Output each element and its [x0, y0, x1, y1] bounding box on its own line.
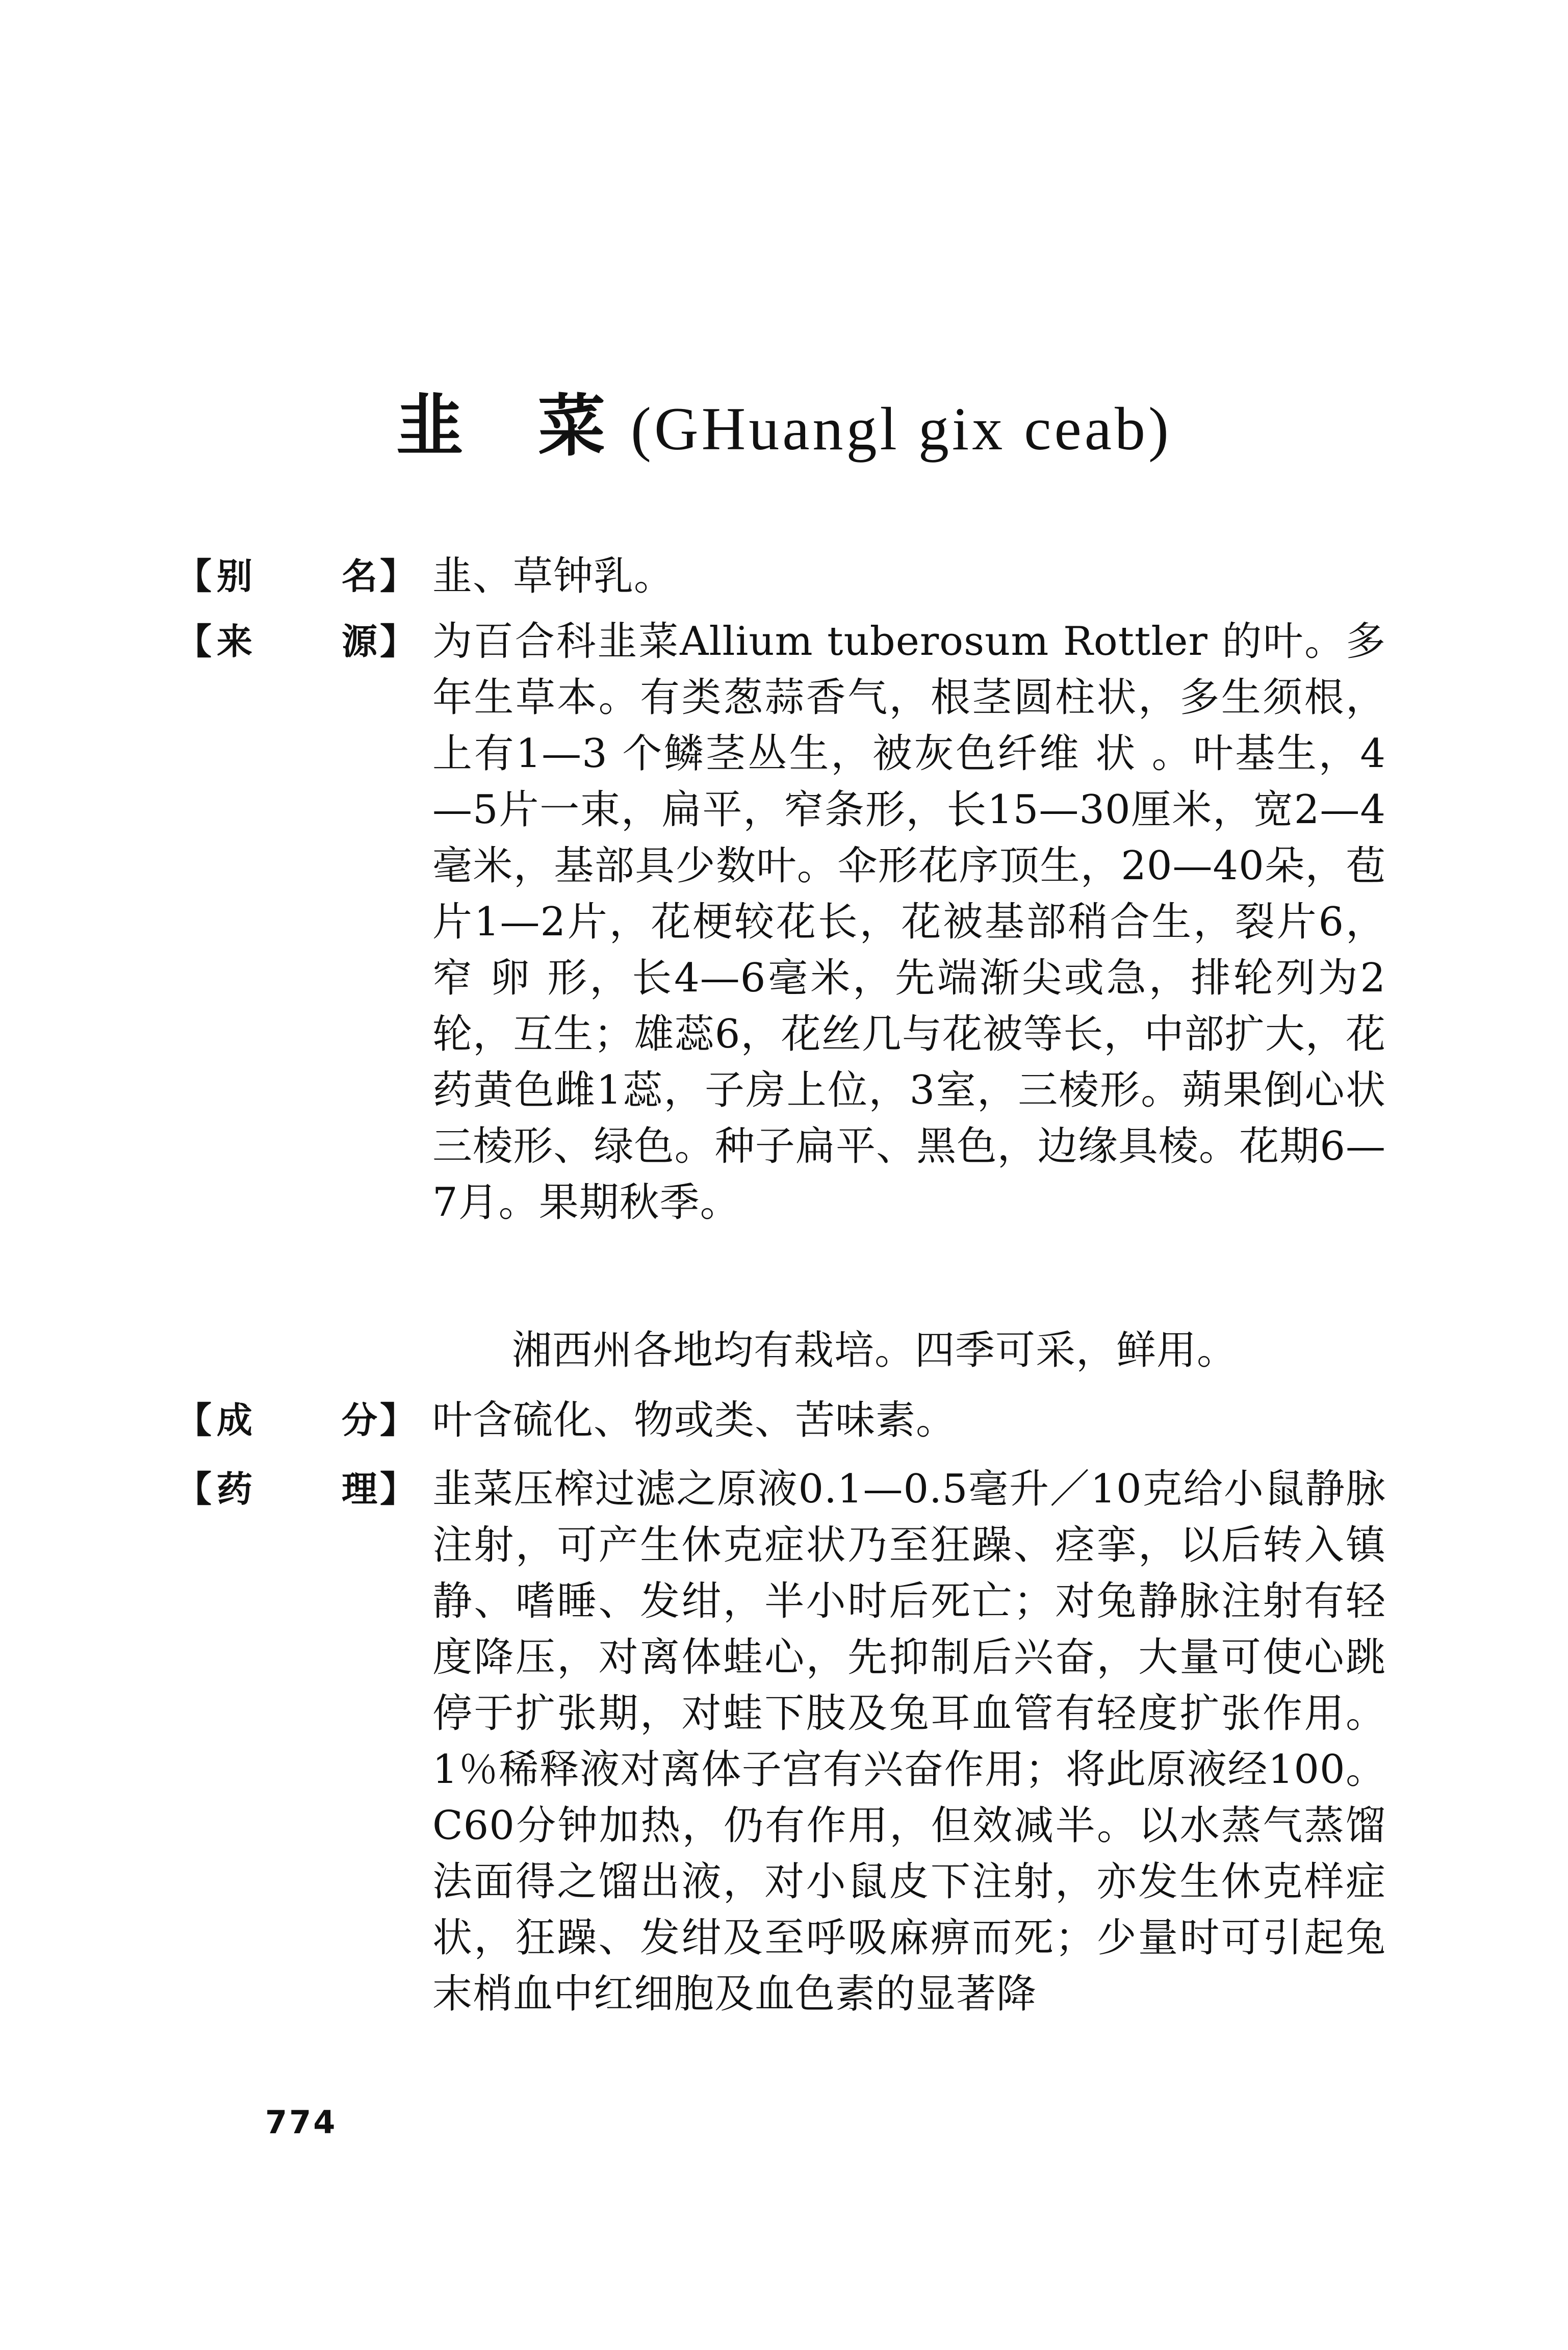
section-text: 湘西州各地均有栽培。四季可采，鲜用。: [512, 1327, 1238, 1373]
section-text: 为百合科韭菜Allium tuberosum Rottler 的叶。多年生草本。有类葱蒜香气，根茎圆柱状，多生须根，上有1—3 个鳞茎丛生，被灰色纤维 状 。叶基生，4—5片一束，扁平，窄条形，长15—30厘米，宽2—4毫米，基部具少数叶。伞形花序顶生，20—40朵，苞片1—2片，花梗较花长，花被基部稍合生，裂片6，窄 卵 形，长4—6毫米，先端渐尖或急，排轮列为2轮，互生；雄蕊6，花丝几与花被等长，中部扩大，花药黄色雌1蕊，子房上位，3室，三棱形。蒴果倒心状三棱形、绿色。种子扁平、黑色，边缘具棱。花期6—7月。果期秋季。: [432, 619, 1386, 1225]
section-label: 【 来 源 】: [176, 621, 416, 662]
section-text: 叶含硫化、物或类、苦味素。: [432, 1397, 957, 1443]
title-chinese: 韭 菜: [396, 387, 631, 466]
section-text: 韭、草钟乳。: [432, 553, 675, 599]
title-pinyin: (GHuangl gix ceab): [631, 395, 1172, 463]
section-label: 【 别 名 】: [176, 555, 416, 597]
section-label: 【 药 理 】: [176, 1468, 416, 1510]
section-label: 【 成 分 】: [176, 1399, 416, 1441]
section-text: 韭菜压榨过滤之原液0.1—0.5毫升／10克给小鼠静脉注射，可产生休克症状乃至狂躁、痉挛，以后转入镇静、嗜睡、发绀，半小时后死亡；对兔静脉注射有轻度降压，对离体蛙心，先抑制后兴奋，大量可使心跳停于扩张期，对蛙下肢及兔耳血管有轻度扩张作用。1％稀释液对离体子宫有兴奋作用；将此原液经100。C60分钟加热，仍有作用，但效减半。以水蒸气蒸馏法面得之馏出液，对小鼠皮下注射，亦发生休克样症状，狂躁、发绀及至呼吸麻痹而死；少量时可引起兔末梢血中红细胞及血色素的显著降: [432, 1466, 1386, 2017]
entry-title: [0, 387, 1568, 466]
page-number: 774: [265, 2104, 338, 2141]
